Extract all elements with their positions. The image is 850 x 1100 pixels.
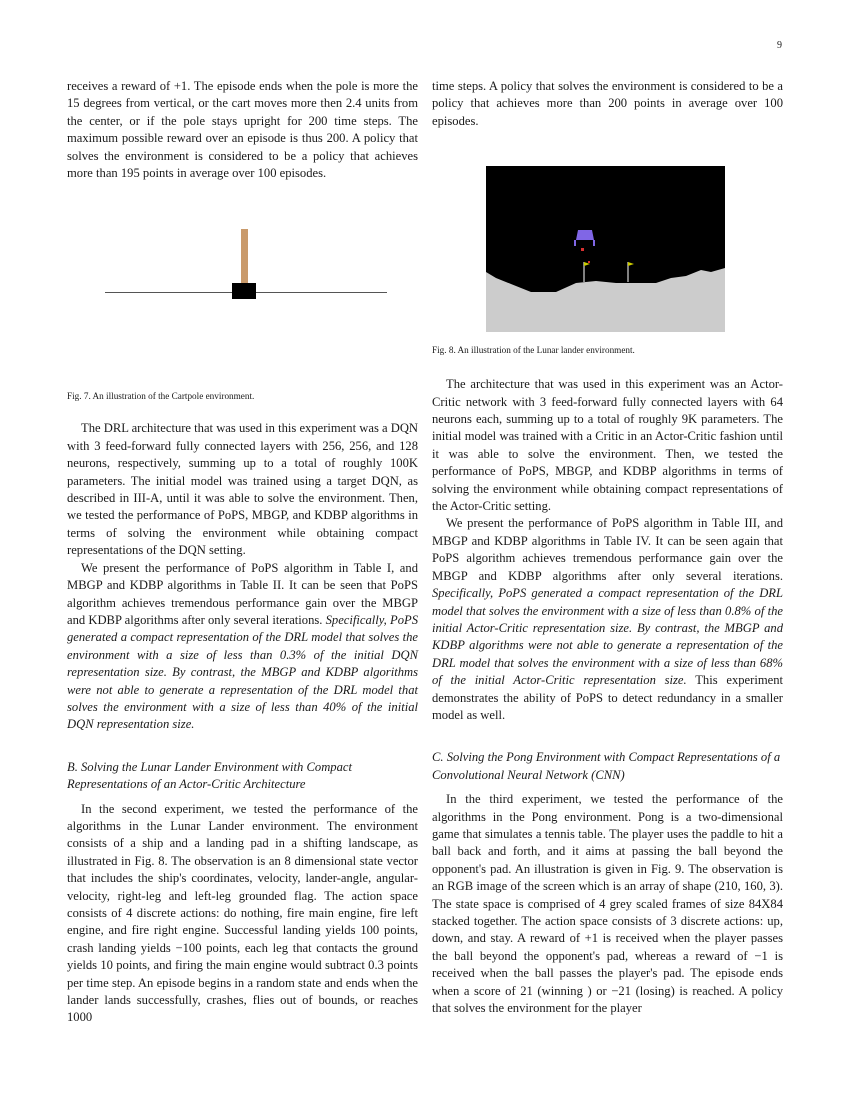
- lander-flame: [581, 248, 584, 251]
- right-column: [432, 78, 783, 1017]
- right-paragraph-3-tail: This experiment demonstrates the ability of PoPS to detect redundancy in a smaller model as well.: [432, 673, 784, 722]
- page-number: 9: [777, 40, 782, 51]
- flag-right: [628, 262, 634, 266]
- lunar-lander-figure: [432, 130, 783, 344]
- section-c-heading: C. Solving the Pong Environment with Compact Representations of a Convolutional Neural Network (CNN): [432, 750, 781, 782]
- fig8-caption: Fig. 8. An illustration of the Lunar lander environment.: [432, 345, 635, 356]
- right-paragraph-4: In the third experiment, we tested the performance of the algorithms in the Pong environment. Pong is a two-dimensional game that simulates a tennis table. The player uses the paddle to hit a ball back and forth, and it aims at passing the ball beyond the opponent's pad. An illustration is given in Fig. 9. The observation is an RGB image of the screen which is an array of shape (210, 160, 3). The state space is comprised of 4 grey scaled frames of size 84X84 stacked together. The action space consists of 3 discrete actions: up, down, and stay. A reward of +1 is received when the player passes the ball beyond the opponent's pad, whereas a reward of −1 is received when the ball passes the player's pad. The episode ends when a score of 21 (winning ) or −21 (losing) is reached. A policy that solves the environment for the player: [432, 792, 783, 1016]
- right-paragraph-2: The architecture that was used in this experiment was an Actor-Critic network with 3 feed-forward fully connected layers with 64 neurons each, summing up to a total of roughly 9K parameters. The initial model was trained with a Critic in an Actor-Critic fashion until it was able to solve the environment. Then, we tested the performance of PoPS, MBGP, and KDBP algorithms in terms of solving the environment while obtaining compact representations of the Actor-Critic setting.: [432, 377, 783, 514]
- right-paragraph-1: time steps. A policy that solves the environment is considered to be a policy that achieves more than 200 points in average over 100 episodes.: [432, 79, 783, 128]
- left-paragraph-4: In the second experiment, we tested the performance of the algorithms in the Lunar Lander environment. The environment consists of a ship and a landing pad in a shifting landscape, as illustrated in Fig. 8. The observation is an 8 dimensional state vector that includes the ship's coordinates, velocity, lander-angle, angular-velocity, right-leg and left-leg grounded flag. The action space consists of 4 discrete actions: do nothing, fire main engine, fire left engine, and fire right engine. Successful landing yields 100 points, crash landing yields −100 points, each leg that contacts the ground yields 10 points, and firing the main engine would subtract 0.3 points per time step. An episode begins in a random state and ends when the lander lands successfully, crashes, flies out of bounds, or reaches 1000: [67, 801, 418, 1025]
- left-paragraph-3: [67, 560, 418, 734]
- cartpole-figure: [67, 182, 418, 390]
- right-paragraph-3-italic: Specifically, PoPS generated a compact representation of the DRL model that solves the environment with a size of less than 0.8% of the initial Actor-Critic representation size. By contrast, the MBGP and KDBP algorithms were not able to generate a representation of the DRL model that solves the environment with a size of less than 68% of the initial Actor-Critic representation size.: [432, 586, 783, 688]
- right-paragraph-3-plain: We present the performance of PoPS algorithm in Table III, and MBGP and KDBP algorithms in Table IV. It can be seen again that PoPS algorithm achieves tremendous performance gain over the MBGP and KDBP algorithms after only several iterations.: [432, 516, 783, 583]
- left-paragraph-3-italic: Specifically, PoPS generated a compact representation of the DRL model that solves the environment with a size of less than 0.3% of the initial DQN representation size. By contrast, the MBGP and KDBP algorithms were not able to generate a representation of the DRL model that solves the environment with a size of less than 40% of the initial DQN representation size.: [67, 612, 418, 732]
- cartpole-pole: [241, 229, 248, 283]
- lander-ship: [576, 230, 594, 240]
- left-paragraph-3-plain: We present the performance of PoPS algorithm in Table I, and MBGP and KDBP algorithms in Table II. It can be seen that PoPS algorithm achieves tremendous performance gain over the MBGP and KDBP algorithms after only several iterations.: [67, 560, 418, 627]
- left-column: [67, 78, 418, 1027]
- left-paragraph-2: The DRL architecture that was used in this experiment was a DQN with 3 feed-forward fully connected layers with 256, 256, and 128 neurons, respectively, summing up to a total of roughly 100K parameters. The initial model was trained using a target DQN, as described in III-A, until it was able to solve the environment. Then, we tested the performance of PoPS, MBGP, and KDBP algorithms in terms of solving the environment while obtaining compact representations of the DQN setting.: [67, 421, 419, 558]
- lander-flame-2: [588, 261, 590, 263]
- section-b-heading: B. Solving the Lunar Lander Environment with Compact Representations of an Actor-Critic Architecture: [67, 759, 352, 792]
- cartpole-cart: [232, 283, 256, 299]
- fig7-caption: Fig. 7. An illustration of the Cartpole environment.: [67, 391, 255, 402]
- lunar-ground: [486, 268, 725, 332]
- lander-leg-right: [593, 240, 595, 246]
- lunar-lander-image: [486, 166, 725, 332]
- lander-leg-left: [574, 240, 576, 246]
- right-paragraph-3: [432, 515, 783, 724]
- left-paragraph-1: receives a reward of +1. The episode ends when the pole is more the 15 degrees from vertical, or the cart moves more then 2.4 units from the center, or if the pole stays upright for 200 time steps. The maximum possible reward over an episode is thus 200. A policy that solves the environment is considered to be a policy that achieves more than 195 points in average over 100 episodes.: [67, 79, 418, 181]
